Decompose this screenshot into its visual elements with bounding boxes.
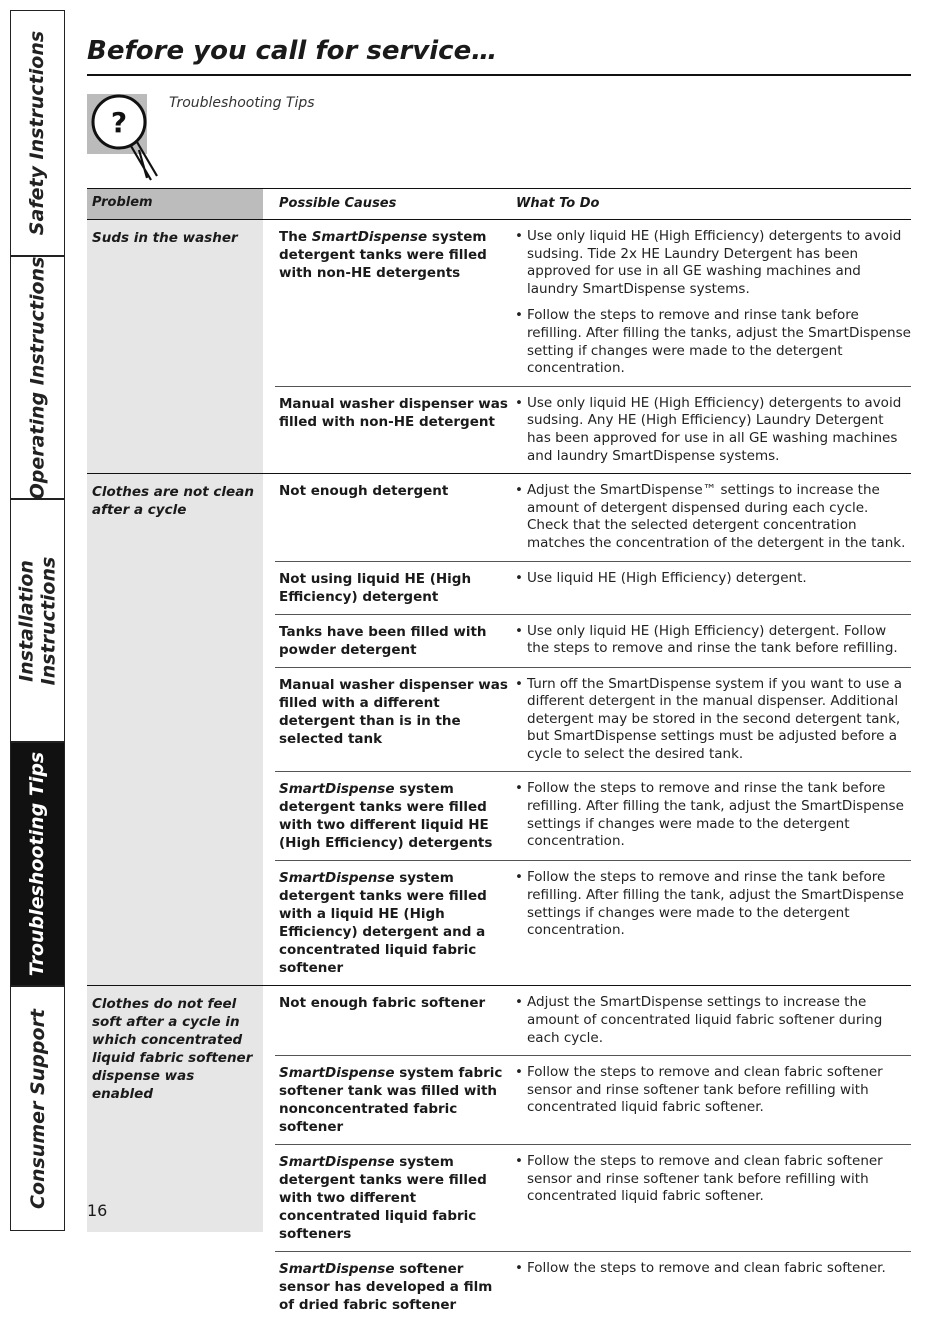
what-to-do [511, 869, 911, 977]
bullet-text: Follow the steps to remove and clean fabric softener sensor and rinse softener tank before refilling with concentrated liquid fabric softener. [527, 1064, 883, 1116]
bullet-item [515, 482, 911, 552]
bullet-item [515, 994, 911, 1047]
bullet-text: Use only liquid HE (High Efficiency) detergents to avoid sudsing. Tide 2x HE Laundry Detergent has been approved for use in all GE washing machines and laundry SmartDispense systems. [527, 228, 902, 297]
bullet-item [515, 307, 911, 377]
section-sidebar [10, 10, 67, 1231]
bullet-icon: • [515, 1064, 523, 1081]
bullet-item [515, 395, 911, 465]
table-row [275, 860, 911, 985]
tab-troubleshooting-tips[interactable]: Troubleshooting Tips [10, 742, 65, 986]
bullet-icon: • [515, 869, 523, 886]
tab-safety-instructions[interactable]: Safety Instructions [10, 10, 65, 256]
bullet-icon: • [515, 482, 523, 499]
problem-group [87, 474, 911, 986]
bullet-icon: • [515, 569, 523, 586]
bullet-text: Adjust the SmartDispense™ settings to increase the amount of detergent dispensed during each cycle. Check that the selected detergent concentration matches the concentration of the detergent in the tank. [527, 482, 906, 551]
what-to-do [511, 994, 911, 1047]
possible-cause: SmartDispense system detergent tanks were filled with two different liquid HE (High Efficiency) detergents [279, 781, 493, 852]
bullet-text: Follow the steps to remove and clean fabric softener sensor and rinse softener tank before refilling with concentrated liquid fabric softener. [527, 1153, 883, 1205]
possible-cause: The SmartDispense system detergent tanks were filled with non-HE detergents [279, 229, 487, 281]
question-magnifier-icon [87, 94, 167, 184]
possible-cause: SmartDispense system fabric softener tank was filled with nonconcentrated fabric softener [279, 1065, 503, 1136]
bullet-icon: • [515, 622, 523, 639]
possible-cause: SmartDispense system detergent tanks were filled with a liquid HE (High Efficiency) detergent and a concentrated liquid fabric softener [279, 870, 487, 977]
title-rule [87, 74, 911, 76]
bullet-text: Use only liquid HE (High Efficiency) detergents to avoid sudsing. Any HE (High Efficiency) Laundry Detergent has been approved for use in all GE washing machines and laundry SmartDispense systems. [527, 394, 902, 464]
bullet-text: Turn off the SmartDispense system if you want to use a different detergent in the manual dispenser. Additional detergent may be stored in the second detergent tank, but SmartDispense settings must be adjusted before a cycle to select the desired tank. [527, 675, 903, 762]
bullet-text: Use liquid HE (High Efficiency) detergent. [527, 569, 807, 586]
table-row [275, 220, 911, 386]
what-to-do [511, 482, 911, 552]
bullet-item [515, 1153, 911, 1206]
tab-installation-instructions[interactable] [10, 499, 65, 742]
table-row [275, 386, 911, 473]
troubleshooting-table [87, 188, 911, 1322]
table-body [87, 220, 911, 1322]
possible-cause: Not using liquid HE (High Efficiency) detergent [279, 570, 472, 605]
header-problem: Problem [87, 189, 263, 219]
bullet-text: Follow the steps to remove and rinse tank before refilling. After filling the tanks, adjust the SmartDispense setting if changes were made to the detergent concentration. [527, 307, 911, 377]
table-row [275, 474, 911, 560]
bullet-icon: • [515, 780, 523, 797]
table-row [275, 1251, 911, 1322]
bullet-text: Adjust the SmartDispense settings to increase the amount of concentrated liquid fabric softener during each cycle. [527, 994, 883, 1046]
bullet-text: Follow the steps to remove and clean fabric softener. [527, 1260, 886, 1277]
bullet-icon: • [515, 1260, 523, 1277]
possible-cause: Not enough fabric softener [279, 995, 486, 1012]
bullet-item [515, 869, 911, 939]
bullet-item [515, 780, 911, 850]
tab-consumer-support[interactable]: Consumer Support [10, 986, 65, 1231]
bullet-icon: • [515, 228, 523, 244]
bullet-text: Follow the steps to remove and rinse the tank before refilling. After filling the tank, adjust the SmartDispense settings if changes were made to the detergent concentration. [527, 780, 904, 850]
what-to-do [511, 1153, 911, 1243]
bullet-item [515, 676, 911, 764]
bullet-icon: • [515, 675, 523, 692]
bullet-icon: • [515, 994, 523, 1011]
table-row [275, 561, 911, 614]
bullet-item [515, 570, 911, 588]
problem-label: Clothes are not clean after a cycle [92, 484, 254, 519]
possible-cause: SmartDispense softener sensor has developed a film of dried fabric softener [279, 1261, 493, 1314]
problem-group [87, 986, 911, 1322]
what-to-do [511, 676, 911, 764]
problem-group [87, 220, 911, 474]
bullet-item [515, 228, 911, 298]
page-title: Before you call for service… [87, 36, 498, 66]
what-to-do [511, 1064, 911, 1136]
what-to-do [511, 228, 911, 378]
table-row [275, 986, 911, 1055]
bullet-text: Follow the steps to remove and rinse the tank before refilling. After filling the tank, adjust the SmartDispense settings if changes were made to the detergent concentration. [527, 869, 904, 939]
possible-cause: SmartDispense system detergent tanks were filled with two different concentrated liquid fabric softeners [279, 1154, 487, 1243]
possible-cause: Manual washer dispenser was filled with non-HE detergent [279, 395, 508, 430]
bullet-text: Use only liquid HE (High Efficiency) detergent. Follow the steps to remove and rinse the tank before refilling. [527, 622, 898, 657]
possible-cause: Manual washer dispenser was filled with a different detergent than is in the selected tank [279, 676, 508, 747]
what-to-do [511, 1260, 911, 1314]
svg-text:?: ? [110, 106, 128, 139]
bullet-icon: • [515, 307, 523, 324]
what-to-do [511, 623, 911, 659]
page-number: 16 [87, 1201, 108, 1220]
what-to-do [511, 570, 911, 606]
tab-installation-label: Installation Instructions [15, 556, 60, 685]
what-to-do [511, 780, 911, 852]
table-header [87, 188, 911, 220]
table-row [275, 1055, 911, 1144]
table-row [275, 614, 911, 667]
tab-operating-instructions[interactable]: Operating Instructions [10, 256, 65, 499]
bullet-item [515, 1064, 911, 1117]
bullet-icon: • [515, 1153, 523, 1170]
table-row [275, 1144, 911, 1251]
what-to-do [511, 395, 911, 465]
table-row [275, 771, 911, 860]
possible-cause: Tanks have been filled with powder detergent [279, 623, 487, 658]
problem-label: Clothes do not feel soft after a cycle in which concentrated liquid fabric softener dispense was enabled [92, 996, 253, 1103]
bullet-icon: • [515, 394, 523, 411]
header-what-to-do: What To Do [516, 196, 600, 211]
section-subtitle: Troubleshooting Tips [169, 95, 315, 111]
possible-cause: Not enough detergent [279, 483, 449, 500]
bullet-item [515, 1260, 911, 1278]
problem-label: Suds in the washer [92, 230, 238, 246]
header-possible-causes: Possible Causes [279, 196, 397, 211]
table-row [275, 667, 911, 772]
bullet-item [515, 623, 911, 658]
